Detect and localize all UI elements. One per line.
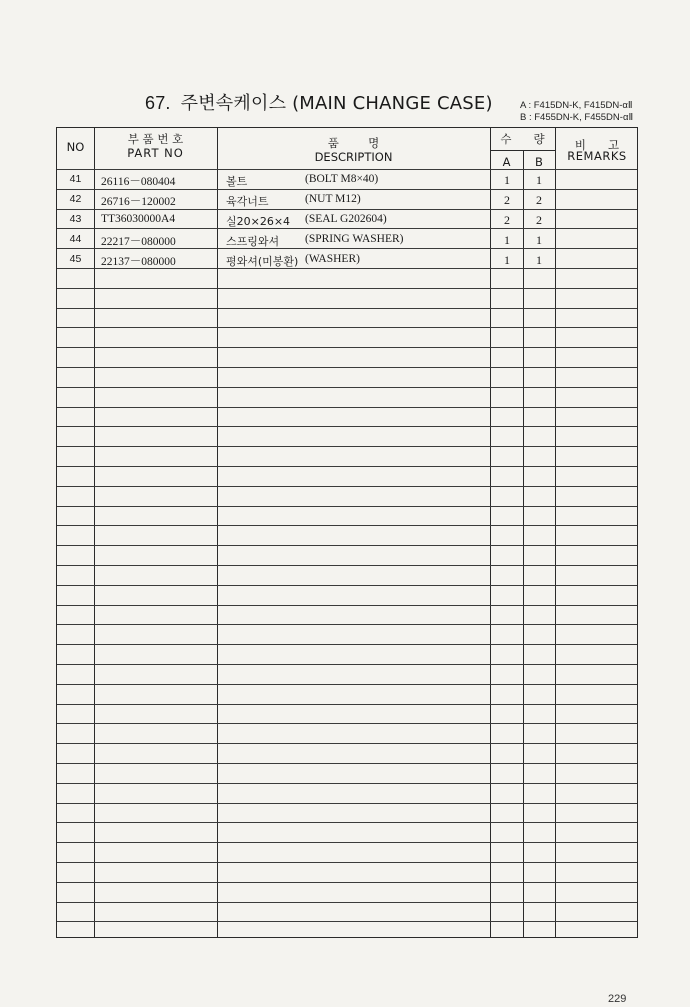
row-part-no: TT36030000A4 <box>101 213 176 225</box>
header-desc-en: DESCRIPTION <box>314 150 393 164</box>
model-b-label: B : F455DN-K, F455DN-αⅡ <box>520 112 634 123</box>
row-qty-a: 2 <box>504 213 510 227</box>
header-qty-kr: 수 량 <box>500 132 545 146</box>
row-rule <box>57 902 637 903</box>
row-qty-a: 1 <box>504 253 510 267</box>
row-rule <box>57 308 637 309</box>
row-name-kr: 스프링와셔 <box>226 235 280 248</box>
row-rule <box>57 506 637 507</box>
row-qty-a: 2 <box>504 193 510 207</box>
row-name-kr: 볼트 <box>226 175 248 188</box>
row-rule <box>57 565 637 566</box>
row-qty-a: 1 <box>504 173 510 187</box>
parts-table <box>56 127 638 938</box>
row-rule <box>57 585 637 586</box>
header-qty-a: A <box>502 155 511 169</box>
header-desc-kr: 품 명 <box>327 136 380 150</box>
row-no: 44 <box>69 233 82 245</box>
qty-sub-rule <box>490 150 555 151</box>
row-rule <box>57 684 637 685</box>
row-qty-b: 1 <box>536 233 542 247</box>
row-rule <box>57 743 637 744</box>
row-no: 43 <box>69 213 82 225</box>
row-rule <box>57 605 637 606</box>
model-a-label: A : F415DN-K, F415DN-αⅡ <box>520 100 633 111</box>
row-rule <box>57 624 637 625</box>
row-part-no: 22217－080000 <box>101 236 176 248</box>
page-title <box>145 89 493 115</box>
table-row <box>57 170 637 190</box>
row-rule <box>57 783 637 784</box>
row-rule <box>57 842 637 843</box>
section-number: 67. <box>145 93 171 113</box>
row-part-no: 26116－080404 <box>101 176 176 188</box>
row-rule <box>57 921 637 922</box>
table-row <box>57 190 637 210</box>
model-legend <box>520 100 633 124</box>
row-no: 45 <box>69 253 82 265</box>
row-name-kr: 육각너트 <box>226 195 269 208</box>
row-qty-b: 2 <box>536 193 542 207</box>
section-title: 주변속케이스 (MAIN CHANGE CASE) <box>180 93 493 114</box>
row-rule <box>57 327 637 328</box>
row-no: 42 <box>69 193 82 205</box>
row-rule <box>57 347 637 348</box>
row-rule <box>57 803 637 804</box>
header-part-en: PART NO <box>127 146 184 160</box>
page-number: 229 <box>608 993 627 1005</box>
header-qty-b: B <box>535 155 543 169</box>
row-part-no: 26716－120002 <box>101 196 176 208</box>
row-rule <box>57 446 637 447</box>
row-rule <box>57 387 637 388</box>
row-rule <box>57 763 637 764</box>
row-rule <box>57 426 637 427</box>
row-qty-a: 1 <box>504 233 510 247</box>
header-remarks-en: REMARKS <box>567 149 627 163</box>
row-rule <box>57 407 637 408</box>
row-name-kr: 실20×26×4 <box>226 215 291 228</box>
row-rule <box>57 704 637 705</box>
header-part-kr: 부 품 번 호 <box>127 132 184 146</box>
table-row <box>57 230 637 250</box>
row-rule <box>57 466 637 467</box>
row-name-kr: 평와셔(미봉환) <box>226 255 299 268</box>
row-rule <box>57 644 637 645</box>
row-rule <box>57 367 637 368</box>
row-rule <box>57 862 637 863</box>
row-part-no: 22137－080000 <box>101 256 176 268</box>
row-qty-b: 2 <box>536 213 542 227</box>
header-remarks-kr: 비 고 <box>574 138 620 152</box>
row-rule <box>57 822 637 823</box>
row-rule <box>57 545 637 546</box>
row-rule <box>57 664 637 665</box>
row-rule <box>57 486 637 487</box>
row-rule <box>57 723 637 724</box>
header-no: NO <box>66 140 85 154</box>
row-rule <box>57 288 637 289</box>
row-description: (NUT M12) <box>305 193 361 205</box>
row-description: (WASHER) <box>305 253 360 265</box>
row-description: (SPRING WASHER) <box>305 233 404 245</box>
row-no: 41 <box>69 173 82 185</box>
row-description: (BOLT M8×40) <box>305 173 379 185</box>
table-row <box>57 250 637 270</box>
row-qty-b: 1 <box>536 173 542 187</box>
row-rule <box>57 882 637 883</box>
table-row <box>57 210 637 230</box>
row-rule <box>57 525 637 526</box>
row-description: (SEAL G202604) <box>305 213 387 225</box>
row-qty-b: 1 <box>536 253 542 267</box>
